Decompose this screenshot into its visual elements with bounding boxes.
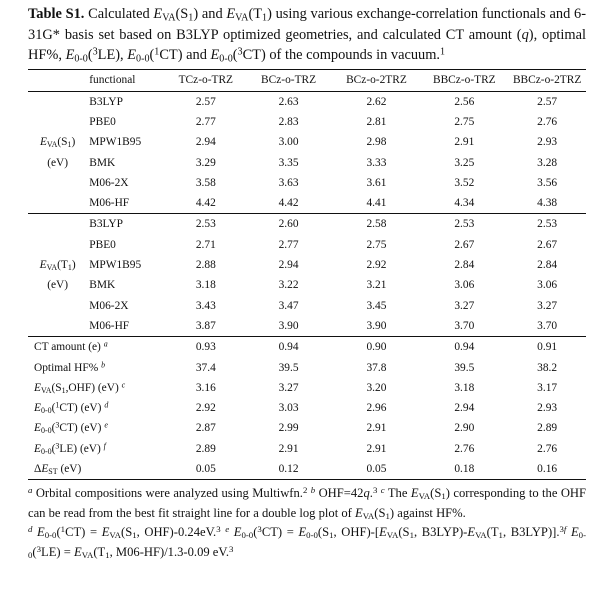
table-cell: 3.58: [195, 176, 216, 189]
table-row: [28, 235, 586, 255]
table-cell: 3.25: [454, 156, 475, 169]
functional-name: BMK: [89, 156, 116, 169]
table-cell: 3.70: [454, 319, 475, 332]
table-row: CT amount (e) $^a$ 0.93 0.94 0.90 0.94 0.91: [28, 337, 586, 358]
table-cell: 2.77: [278, 238, 299, 251]
table-cell: 2.94: [195, 136, 216, 149]
row-label: $E_{VA}(S_1,OHF)$ (eV) $^c$: [34, 380, 126, 395]
table-cell: 2.56: [420, 91, 508, 112]
table-cell: 3.06: [454, 279, 475, 292]
table-cell: 3.70: [537, 319, 558, 332]
table-cell: 3.63: [278, 176, 299, 189]
functional-name: MPW1B95: [89, 259, 142, 272]
header-col: BBCz-o-2TRZ: [508, 69, 586, 91]
table-cell: 2.75: [366, 238, 387, 251]
results-table: [28, 69, 586, 481]
table-cell: 3.27: [537, 299, 558, 312]
table-cell: 2.57: [508, 91, 586, 112]
header-col: BCz-o-2TRZ: [333, 69, 421, 91]
table-cell: 4.38: [537, 197, 558, 210]
table-label: Table S1.: [28, 6, 85, 22]
table-cell: 3.06: [537, 279, 558, 292]
table-cell: 2.92: [366, 259, 387, 272]
table-row: [28, 295, 586, 315]
table-cell: 2.94: [278, 259, 299, 272]
table-cell: 3.28: [537, 156, 558, 169]
header-col: TCz-o-TRZ: [167, 69, 245, 91]
table-cell: 3.52: [454, 176, 475, 189]
table-cell: 3.87: [195, 319, 216, 332]
table-cell: 2.63: [245, 91, 333, 112]
table-cell: 2.77: [195, 115, 216, 128]
row-label: $E_{0-0}(^3LE)$ (eV) $^f$: [34, 441, 106, 456]
table-cell: 3.27: [454, 299, 475, 312]
table-cell: 2.62: [333, 91, 421, 112]
row-label: $E_{0-0}(^1CT)$ (eV) $^d$: [34, 400, 109, 416]
table-cell: 3.35: [278, 156, 299, 169]
table-caption: Table S1. Calculated $E_{VA}(S_1)$ and $E_{VA}(T_1)$ using various exchange-correlation functionals and 6-31G* basis set based on B3LYP optimized geometries, and calculated CT amount (q), optimal HF%, $E_{0-0}(^3LE)$, $E_{0-0}(^1CT)$ and $E_{0-0}(^3CT)$ of the compounds in vacuum.$^1$: [28, 6, 586, 65]
table-cell: 2.93: [537, 136, 558, 149]
table-row: $E_{0-0}(^3LE)$ (eV) $^f$ 2.89 2.91 2.91 2.76 2.76: [28, 439, 586, 459]
header-col: BCz-o-TRZ: [245, 69, 333, 91]
row-label: Optimal HF% $^b$: [34, 359, 106, 374]
table-cell: 3.29: [195, 156, 216, 169]
table-row: [28, 214, 586, 235]
functional-name: M06-HF: [89, 319, 130, 332]
table-row: [28, 275, 586, 295]
functional-name: M06-2X: [89, 299, 129, 312]
table-row: $\Delta E_{ST}$ (eV) 0.05 0.12 0.05 0.18 0.16: [28, 459, 586, 480]
table-cell: 4.41: [366, 197, 387, 210]
table-cell: 2.53: [167, 214, 245, 235]
group-symbol: $E_{VA}(T_1)$: [39, 259, 76, 272]
table-cell: 3.45: [366, 299, 387, 312]
functional-name: M06-2X: [89, 176, 129, 189]
eva-s1-group: [28, 91, 586, 214]
table-cell: 2.53: [508, 214, 586, 235]
table-row: [28, 255, 586, 275]
functional-name: MPW1B95: [89, 136, 142, 149]
table-cell: 2.67: [537, 238, 558, 251]
table-cell: 2.81: [366, 115, 387, 128]
table-cell: 2.91: [454, 136, 475, 149]
table-cell: 3.90: [278, 319, 299, 332]
table-cell: 3.00: [278, 136, 299, 149]
summary-group: [28, 337, 586, 480]
table-cell: 4.42: [195, 197, 216, 210]
table-row: [28, 112, 586, 132]
functional-name: B3LYP: [87, 214, 167, 235]
group-symbol: $E_{VA}(S_1)$: [39, 136, 76, 150]
table-cell: 4.34: [454, 197, 475, 210]
table-header-row: [28, 69, 586, 91]
table-cell: 2.98: [366, 136, 387, 149]
table-row: [28, 316, 586, 337]
group-unit: (eV): [47, 279, 69, 292]
table-cell: 2.71: [195, 238, 216, 251]
table-cell: 4.42: [278, 197, 299, 210]
table-cell: 3.22: [278, 279, 299, 292]
table-row: [28, 152, 586, 172]
table-footnotes: $^a$ Orbital compositions were analyzed using Multiwfn.$^2$ $^b$ OHF=42q.$^3$ $^c$ The $E_{VA}(S_1)$ corresponding to the OHF can be read from the best fit straight line for a double log plot of $E_{VA}(S_1)$ against HF%. $^d$ $E_{0-0}(^1CT) = E_{VA}(S_1$, OHF)-0.24eV.$^3$ $^e$ $E_{0-0}(^3CT) = E_{0-0}(S_1$, $OHF)-[E_{VA}(S_1$, $B3LYP)-E_{VA}(T_1$, B3LYP)].$^{3f}$ $E_{0-0}(^3LE) = E_{VA}(T_1$, M06-HF)/1.3-0.09 eV.$^3$: [28, 485, 587, 561]
table-cell: 3.43: [195, 299, 216, 312]
table-cell: 3.56: [537, 176, 558, 189]
functional-name: PBE0: [89, 238, 116, 251]
table-row: $E_{0-0}(^1CT)$ (eV) $^d$ 2.92 3.03 2.96 2.94 2.93: [28, 398, 586, 418]
row-label: $\Delta E_{ST}$ (eV): [28, 459, 167, 480]
row-label: CT amount (e) $^a$: [28, 337, 167, 358]
table-row: [28, 173, 586, 193]
table-cell: 3.21: [366, 279, 387, 292]
table-cell: 2.84: [454, 259, 475, 272]
table-cell: 3.61: [366, 176, 387, 189]
table-row: Optimal HF% $^b$ 37.4 39.5 37.8 39.5 38.2: [28, 357, 586, 377]
table-cell: 2.84: [537, 259, 558, 272]
group-unit: (eV): [47, 156, 69, 169]
table-cell: 2.76: [537, 115, 558, 128]
table-cell: 3.90: [366, 319, 387, 332]
functional-name: BMK: [89, 279, 116, 292]
table-cell: 2.88: [195, 259, 216, 272]
table-row: [28, 132, 586, 152]
table-cell: 3.18: [195, 279, 216, 292]
row-label: $E_{0-0}(^3CT)$ (eV) $^e$: [34, 420, 108, 436]
table-row: [28, 91, 586, 112]
header-functional: functional: [87, 69, 167, 91]
functional-name: M06-HF: [89, 197, 130, 210]
table-cell: 3.33: [366, 156, 387, 169]
table-row: $E_{VA}(S_1,OHF)$ (eV) $^c$ 3.16 3.27 3.20 3.18 3.17: [28, 378, 586, 398]
table-cell: 2.75: [454, 115, 475, 128]
table-cell: 2.67: [454, 238, 475, 251]
table-cell: 2.58: [333, 214, 421, 235]
table-row: [28, 193, 586, 214]
table-cell: 2.57: [167, 91, 245, 112]
table-cell: 2.60: [245, 214, 333, 235]
table-row: $E_{0-0}(^3CT)$ (eV) $^e$ 2.87 2.99 2.91 2.90 2.89: [28, 418, 586, 438]
functional-name: B3LYP: [87, 91, 167, 112]
eva-t1-group: [28, 214, 586, 337]
header-col: BBCz-o-TRZ: [420, 69, 508, 91]
table-cell: 2.53: [420, 214, 508, 235]
functional-name: PBE0: [89, 115, 116, 128]
table-cell: 2.83: [278, 115, 299, 128]
table-cell: 3.47: [278, 299, 299, 312]
